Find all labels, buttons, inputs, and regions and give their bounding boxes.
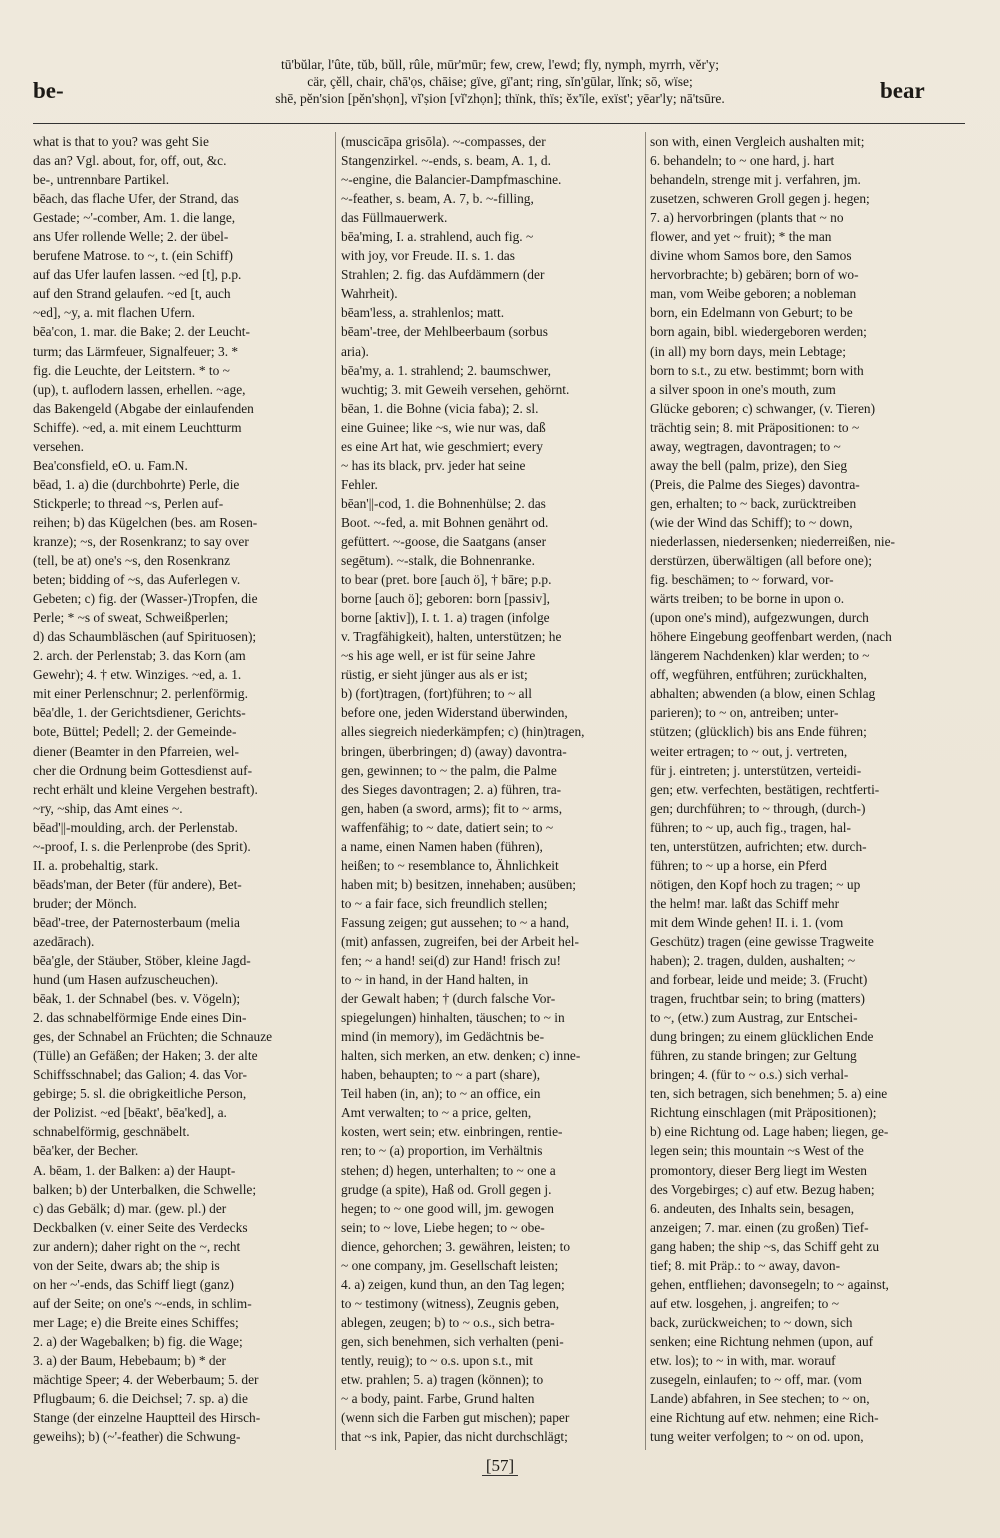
- dictionary-text-line: dience, gehorchen; 3. gewähren, leisten; to: [341, 1238, 571, 1254]
- dictionary-text-line: kosten, wert sein; etw. einbringen, rentie-: [341, 1124, 563, 1140]
- dictionary-text-line: hervorbrachte; b) gebären; born of wo-: [650, 267, 859, 283]
- dictionary-text-line: kranze); ~s, der Rosenkranz; to say over: [33, 533, 249, 549]
- dictionary-text-line: Pflugbaum; 6. die Deichsel; 7. sp. a) die: [33, 1391, 248, 1407]
- dictionary-text-line: Stangenzirkel. ~-ends, s. beam, A. 1, d.: [341, 153, 551, 169]
- dictionary-text-line: (upon one's mind), aufgezwungen, durch: [650, 610, 869, 626]
- dictionary-text-line: to ~ in hand, in der Hand halten, in: [341, 972, 529, 988]
- dictionary-text-line: v. Tragfähigkeit), halten, unterstützen; he: [341, 629, 562, 645]
- dictionary-text-line: weiter ertragen; to ~ out, j. vertreten,: [650, 743, 848, 759]
- dictionary-text-line: ~s his age well, er ist für seine Jahre: [341, 648, 536, 664]
- dictionary-text-line: legen sein; this mountain ~s West of the: [650, 1143, 864, 1159]
- dictionary-text-line: that ~s ink, Papier, das nicht durchschlägt;: [341, 1429, 568, 1445]
- dictionary-text-line: haben, behaupten; to ~ a part (share),: [341, 1067, 541, 1083]
- dictionary-text-line: tragen, fruchtbar sein; to bring (matters): [650, 991, 865, 1007]
- dictionary-text-line: zusetzen, schweren Groll gegen j. hegen;: [650, 191, 870, 207]
- dictionary-text-line: mit einer Perlenschnur; 2. perlenförmig.: [33, 686, 248, 702]
- dictionary-text-line: auf das Ufer laufen lassen. ~ed [t], p.p.: [33, 267, 242, 283]
- dictionary-text-line: wärts treiben; to be borne in upon o.: [650, 591, 845, 607]
- dictionary-text-line: segētum). ~-stalk, die Bohnenranke.: [341, 553, 535, 569]
- dictionary-text-line: Wahrheit).: [341, 286, 398, 302]
- guide-word-right: bear: [880, 78, 925, 103]
- dictionary-text-line: gang haben; the ship ~s, das Schiff geht zu: [650, 1238, 880, 1254]
- dictionary-text-line: auf etw. losgehen, j. angreifen; to ~: [650, 1295, 839, 1311]
- dictionary-text-line: 2. das schnabelförmige Ende eines Din-: [33, 1010, 247, 1026]
- dictionary-text-line: beten; bidding of ~s, das Auferlegen v.: [33, 572, 241, 588]
- dictionary-text-line: (tell, be at) one's ~s, den Rosenkranz: [33, 553, 231, 569]
- dictionary-text-line: tently, reuig); to ~ o.s. upon s.t., mit: [341, 1353, 533, 1368]
- dictionary-text-line: bēak, 1. der Schnabel (bes. v. Vögeln);: [33, 991, 241, 1007]
- dictionary-text-line: [33, 1446, 329, 1450]
- dictionary-text-line: ren; to ~ (a) proportion, im Verhältnis: [341, 1143, 543, 1159]
- dictionary-text-line: Schiffe). ~ed, a. mit einem Leuchtturm: [33, 419, 242, 435]
- dictionary-text-line: der Gewalt haben; † (durch falsche Vor-: [341, 991, 556, 1007]
- dictionary-text-line: dung bringen; zu einem glücklichen Ende: [650, 1029, 874, 1045]
- page-footer: [0, 1456, 1000, 1476]
- dictionary-text-line: away, wegtragen, davontragen; to ~: [650, 438, 841, 454]
- dictionary-text-line: to ~ testimony (witness), Zeugnis geben,: [341, 1295, 560, 1311]
- dictionary-text-line: ~ a body, paint. Farbe, Grund halten: [341, 1391, 535, 1407]
- dictionary-text-line: recht erhält und kleine Vergehen bestraft).: [33, 781, 258, 797]
- dictionary-text-line: mer Lage; e) die Breite eines Schiffes;: [33, 1314, 239, 1330]
- dictionary-text-line: mächtige Speer; 4. der Weberbaum; 5. der: [33, 1372, 259, 1388]
- dictionary-text-line: anzeigen; 7. mar. einen (zu großen) Tief-: [650, 1219, 869, 1235]
- dictionary-text-line: diener (Beamter in den Pfarreien, wel-: [33, 743, 239, 759]
- dictionary-text-line: für j. eintreten; j. unterstützen, verteidi-: [650, 762, 862, 778]
- dictionary-text-line: flower, and yet ~ fruit); * the man: [650, 229, 832, 245]
- dictionary-text-line: Boot. ~-fed, a. mit Bohnen genährt od.: [341, 514, 549, 530]
- dictionary-text-line: ~ed], ~y, a. mit flachen Ufern.: [33, 305, 195, 321]
- dictionary-text-line: führen; to ~ up a horse, ein Pferd: [650, 857, 827, 873]
- dictionary-text-line: fen; ~ a hand! sei(d) zur Hand! frisch zu!: [341, 953, 561, 969]
- pronunciation-key: [165, 56, 835, 107]
- dictionary-text-line: eine Richtung auf etw. nehmen; eine Rich-: [650, 1410, 879, 1426]
- guide-word-left: be-: [33, 78, 64, 103]
- dictionary-text-line: and forbear, leide und meide; 3. (Frucht): [650, 972, 868, 988]
- dictionary-text-line: Schiffsschnabel; das Galion; 4. das Vor-: [33, 1067, 247, 1083]
- dictionary-text-line: eine Guinee; like ~s, wie nur was, daß: [341, 419, 546, 435]
- header-rule: [33, 123, 965, 124]
- dictionary-text-line: stehen; d) hegen, unterhalten; to ~ one a: [341, 1162, 556, 1178]
- dictionary-text-line: trächtig sein; 8. mit Präpositionen: to ~: [650, 419, 860, 435]
- dictionary-text-line: Fehler.: [341, 476, 378, 492]
- dictionary-text-line: what is that to you? was geht Sie: [33, 134, 209, 149]
- dictionary-text-line: behandeln, strenge mit j. verfahren, jm.: [650, 172, 861, 188]
- dictionary-text-line: mit dem Winde gehen! II. i. 1. (vom: [650, 914, 844, 930]
- dictionary-text-line: berufene Matrose. to ~, t. (ein Schiff): [33, 248, 233, 264]
- dictionary-text-line: Richtung einschlagen (mit Präpositionen);: [650, 1105, 877, 1121]
- dictionary-text-line: fig. die Leuchte, der Leitstern. * to ~: [33, 362, 230, 378]
- dictionary-text-line: ~ has its black, prv. jeder hat seine: [341, 457, 526, 473]
- dictionary-text-line: to ~, (etw.) zum Austrag, zur Entschei-: [650, 1010, 858, 1026]
- dictionary-text-line: bēa'my, a. 1. strahlend; 2. baumschwer,: [341, 362, 551, 378]
- dictionary-text-line: Amt verwalten; to ~ a price, gelten,: [341, 1105, 532, 1121]
- dictionary-text-line: sein; to ~ love, Liebe hegen; to ~ obe-: [341, 1219, 545, 1235]
- dictionary-text-line: mind (in memory), im Gedächtnis be-: [341, 1029, 545, 1045]
- dictionary-text-line: bēa'ker, der Becher.: [33, 1143, 139, 1159]
- dictionary-text-line: cher die Ordnung beim Gottesdienst auf-: [33, 762, 253, 778]
- dictionary-text-line: a silver spoon in one's mouth, zum: [650, 381, 836, 397]
- dictionary-text-line: borne [auch ö]; geboren: born [passiv],: [341, 591, 550, 607]
- dictionary-text-line: des Vorgebirges; c) auf etw. Bezug haben;: [650, 1181, 875, 1197]
- dictionary-text-line: 4. a) zeigen, kund thun, an den Tag legen;: [341, 1276, 565, 1292]
- dictionary-text-line: etw. los); to ~ in with, mar. worauf: [650, 1353, 836, 1368]
- dictionary-text-line: born, ein Edelmann von Geburt; to be: [650, 305, 853, 321]
- dictionary-text-line: c) das Gebälk; d) mar. (gew. pl.) der: [33, 1200, 227, 1216]
- dictionary-text-line: borne [aktiv]), I. t. 1. a) tragen (infolge: [341, 610, 550, 626]
- dictionary-text-line: das Bakengeld (Abgabe der einlaufenden: [33, 400, 254, 416]
- dictionary-text-line: gen; durchführen; to ~ through, (durch-): [650, 800, 866, 816]
- dictionary-text-line: back, zurückweichen; to ~ down, sich: [650, 1314, 853, 1330]
- dictionary-text-line: ans Ufer rollende Welle; 2. der übel-: [33, 229, 229, 245]
- dictionary-text-line: 6. andeuten, des Inhalts sein, besagen,: [650, 1200, 855, 1216]
- dictionary-text-line: längerem Nachdenken) klar werden; to ~: [650, 648, 870, 664]
- dictionary-text-line: gen, haben (a sword, arms); fit to ~ arms,: [341, 800, 563, 816]
- dictionary-text-line: balken; b) der Unterbalken, die Schwelle;: [33, 1181, 257, 1197]
- dictionary-text-line: ten, sich betragen, sich benehmen; 5. a) eine: [650, 1086, 888, 1102]
- dictionary-text-line: hund (um Hasen aufzuscheuchen).: [33, 972, 219, 988]
- page-number: [57]: [482, 1456, 518, 1476]
- dictionary-text-line: gefüttert. ~-goose, die Saatgans (anser: [341, 533, 547, 549]
- column-left: [33, 132, 329, 1450]
- dictionary-text-line: turm; das Lärmfeuer, Signalfeuer; 3. *: [33, 343, 239, 359]
- dictionary-text-line: Strahlen; 2. fig. das Aufdämmern (der: [341, 267, 545, 283]
- dictionary-text-line: versehen.: [33, 438, 84, 454]
- dictionary-text-line: be-, untrennbare Partikel.: [33, 172, 170, 188]
- dictionary-text-line: A. bēam, 1. der Balken: a) der Haupt-: [33, 1162, 236, 1178]
- dictionary-text-line: with joy, vor Freude. II. s. 1. das: [341, 248, 515, 264]
- dictionary-text-line: bēan, 1. die Bohne (vicia faba); 2. sl.: [341, 400, 539, 416]
- dictionary-text-line: born again, bibl. wiedergeboren werden;: [650, 324, 867, 340]
- dictionary-text-line: auf der Seite; on one's ~-ends, in schlim-: [33, 1295, 252, 1311]
- dictionary-text-line: a name, einen Namen haben (führen),: [341, 838, 543, 854]
- dictionary-text-line: bēad, 1. a) die (durchbohrte) Perle, die: [33, 476, 240, 492]
- dictionary-text-line: parieren); to ~ on, antreiben; unter-: [650, 705, 839, 721]
- dictionary-text-line: reihen; b) das Kügelchen (bes. am Rosen-: [33, 514, 258, 530]
- dictionary-text-line: to ~ a fair face, sich freundlich stellen;: [341, 895, 548, 911]
- dictionary-text-line: (wenn sich die Farben gut mischen); paper: [341, 1410, 570, 1426]
- dictionary-text-line: gen, gewinnen; to ~ the palm, die Palme: [341, 762, 557, 778]
- dictionary-text-line: Fassung zeigen; gut aussehen; to ~ a hand,: [341, 914, 570, 930]
- dictionary-text-line: 2. arch. der Perlenstab; 3. das Korn (am: [33, 648, 246, 664]
- dictionary-text-line: b) (fort)tragen, (fort)führen; to ~ all: [341, 686, 532, 702]
- dictionary-text-line: [650, 1446, 965, 1450]
- dictionary-text-line: Perle; * ~s of sweat, Schweißperlen;: [33, 610, 229, 626]
- dictionary-text-line: ablegen, zeugen; b) to ~ o.s., sich betra-: [341, 1314, 555, 1330]
- dictionary-text-line: Stange (der einzelne Hauptteil des Hirsch-: [33, 1410, 261, 1426]
- dictionary-text-line: derstürzen, überwältigen (all before one);: [650, 553, 872, 569]
- dictionary-text-line: das Füllmauerwerk.: [341, 210, 448, 226]
- dictionary-text-line: before one, jeden Widerstand überwinden,: [341, 705, 568, 721]
- dictionary-text-line: gen, sich benehmen, sich verhalten (peni-: [341, 1333, 564, 1349]
- dictionary-text-line: niederlassen, niedersenken; niederreißen, nie-: [650, 533, 896, 549]
- page-header: [0, 56, 1000, 118]
- dictionary-text-line: bēads'man, der Beter (für andere), Bet-: [33, 876, 242, 892]
- dictionary-text-line: ~-engine, die Balancier-Dampfmaschine.: [341, 172, 562, 188]
- dictionary-text-line: Bea'consfield, eO. u. Fam.N.: [33, 457, 188, 473]
- dictionary-text-line: nötigen, den Kopf hoch zu tragen; ~ up: [650, 876, 861, 892]
- dictionary-text-line: aria).: [341, 343, 369, 359]
- dictionary-text-line: ~-proof, I. s. die Perlenprobe (des Sprit).: [33, 838, 251, 854]
- dictionary-text-line: 2. a) der Wagebalken; b) fig. die Wage;: [33, 1333, 243, 1349]
- dictionary-text-line: fig. beschämen; to ~ forward, vor-: [650, 572, 834, 588]
- dictionary-text-line: [341, 1446, 639, 1450]
- dictionary-text-line: senken; eine Richtung nehmen (upon, auf: [650, 1333, 874, 1349]
- dictionary-text-line: hegen; to ~ one good will, jm. gewogen: [341, 1200, 554, 1216]
- dictionary-text-line: Deckbalken (v. einer Seite des Verdecks: [33, 1219, 248, 1235]
- dictionary-text-line: (up), t. auflodern lassen, erhellen. ~age,: [33, 381, 246, 397]
- dictionary-text-line: waffenfähig; to ~ date, datiert sein; to ~: [341, 819, 554, 835]
- dictionary-text-line: schnabelförmig, geschnäbelt.: [33, 1124, 190, 1140]
- dictionary-text-line: b) eine Richtung od. Lage haben; liegen, ge-: [650, 1124, 889, 1140]
- dictionary-text-line: 6. behandeln; to ~ one hard, j. hart: [650, 153, 835, 169]
- dictionary-text-line: spiegelungen) hinhalten, täuschen; to ~ in: [341, 1010, 565, 1026]
- dictionary-text-line: führen; to ~ up, auch fig., tragen, hal-: [650, 819, 851, 835]
- dictionary-text-line: bote, Büttel; Pedell; 2. der Gemeinde-: [33, 724, 237, 740]
- dictionary-text-line: azedārach).: [33, 933, 95, 949]
- dictionary-text-line: zusegeln, einlaufen; to ~ off, mar. (vom: [650, 1372, 862, 1388]
- dictionary-text-line: gehen, entfliehen; davonsegeln; to ~ against,: [650, 1276, 889, 1292]
- dictionary-text-line: bēam'-tree, der Mehlbeerbaum (sorbus: [341, 324, 548, 340]
- dictionary-text-line: gebirge; 5. sl. die obrigkeitliche Person,: [33, 1086, 247, 1102]
- dictionary-text-line: bēa'gle, der Stäuber, Stöber, kleine Jagd-: [33, 953, 251, 969]
- dictionary-text-line: (Tülle) an Gefäßen; der Haken; 3. der alte: [33, 1048, 258, 1064]
- pronunciation-key-line: tū'bŭlar, l'ûte, tŭb, bŭll, rûle, mūr'mūr; few, crew, l'ewd; fly, nymph, myrrh, vĕr'y;: [281, 57, 719, 72]
- dictionary-text-line: Glücke geboren; c) schwanger, (v. Tieren): [650, 400, 876, 416]
- dictionary-text-line: 7. a) hervorbringen (plants that ~ no: [650, 210, 844, 226]
- dictionary-text-line: on her ~'-ends, das Schiff liegt (ganz): [33, 1276, 234, 1292]
- dictionary-text-line: abhalten; abwenden (a blow, einen Schlag: [650, 686, 876, 702]
- dictionary-text-line: son with, einen Vergleich aushalten mit;: [650, 134, 865, 149]
- dictionary-text-line: das an? Vgl. about, for, off, out, &c.: [33, 153, 227, 169]
- dictionary-text-line: rüstig, er sieht jünger aus als er ist;: [341, 667, 528, 683]
- dictionary-text-line: der Polizist. ~ed [bēakt', bēa'ked], a.: [33, 1105, 227, 1121]
- dictionary-text-line: (wie der Wind das Schiff); to ~ down,: [650, 514, 853, 530]
- dictionary-text-line: bēa'dle, 1. der Gerichtsdiener, Gerichts-: [33, 705, 246, 721]
- dictionary-text-line: alles siegreich niederkämpfen; c) (hin)tragen,: [341, 724, 585, 740]
- column-middle: [341, 132, 639, 1450]
- dictionary-text-line: bēan'||-cod, 1. die Bohnenhülse; 2. das: [341, 495, 546, 511]
- dictionary-text-line: born to s.t., zu etw. bestimmt; born with: [650, 362, 864, 378]
- dictionary-text-line: wuchtig; 3. mit Geweih versehen, gehörnt.: [341, 381, 570, 397]
- dictionary-text-line: bēad'||-moulding, arch. der Perlenstab.: [33, 819, 238, 835]
- dictionary-text-line: promontory, dieser Berg liegt im Westen: [650, 1162, 867, 1178]
- dictionary-text-line: höhere Eingebung geoffenbart werden, (nach: [650, 629, 892, 645]
- dictionary-text-line: ges, der Schnabel an Früchten; die Schnauze: [33, 1029, 273, 1045]
- dictionary-text-line: stützen; (glücklich) bis ans Ende führen;: [650, 724, 867, 740]
- dictionary-text-line: d) das Schaumbläschen (auf Spirituosen);: [33, 629, 257, 645]
- dictionary-text-line: ten, unterstützen, aufrichten; etw. durch-: [650, 838, 867, 854]
- dictionary-text-line: ~-feather, s. beam, A. 7, b. ~-filling,: [341, 191, 534, 207]
- dictionary-text-line: heißen; to ~ resemblance to, Ähnlichkeit: [341, 857, 559, 873]
- dictionary-text-line: (Preis, die Palme des Sieges) davontra-: [650, 476, 860, 492]
- dictionary-text-line: ~ry, ~ship, das Amt eines ~.: [33, 800, 183, 816]
- column-divider: [335, 132, 336, 1450]
- dictionary-text-line: Gebeten; c) fig. der (Wasser-)Tropfen, die: [33, 591, 258, 607]
- dictionary-text-line: Geschütz) tragen (eine gewisse Tragweite: [650, 933, 874, 949]
- dictionary-text-line: grudge (a spite), Haß od. Groll gegen j.: [341, 1181, 552, 1197]
- dictionary-text-line: geweihs); b) (~'-feather) die Schwung-: [33, 1429, 241, 1445]
- dictionary-text-line: bēad'-tree, der Paternosterbaum (melia: [33, 914, 240, 930]
- dictionary-text-line: bēam'less, a. strahlenlos; matt.: [341, 305, 505, 321]
- dictionary-text-line: Lande) abfahren, in See stechen; to ~ on,: [650, 1391, 870, 1407]
- dictionary-text-line: Stickperle; to thread ~s, Perlen auf-: [33, 495, 224, 511]
- pronunciation-key-line: shē, pĕn'sion [pĕn'shọn], vĭ'ṣion [vĭ'zhọn]; thïnk, thïs; ĕx'ïle, exïst'; yēar'ly; nā'tsūre.: [275, 91, 725, 106]
- dictionary-text-line: bringen; 4. (für to ~ o.s.) sich verhal-: [650, 1067, 849, 1083]
- dictionary-text-line: ~ one company, jm. Gesellschaft leisten;: [341, 1257, 559, 1273]
- dictionary-text-line: von der Seite, dwars ab; the ship is: [33, 1257, 220, 1273]
- dictionary-text-line: Gestade; ~'-comber, Am. 1. die lange,: [33, 210, 236, 226]
- dictionary-text-line: führen, zu stande bringen; zur Geltung: [650, 1048, 857, 1064]
- dictionary-text-line: halten, sich merken, an etw. denken; c) inne-: [341, 1048, 581, 1064]
- dictionary-text-line: auf den Strand gelaufen. ~ed [t, auch: [33, 286, 231, 302]
- dictionary-text-line: gen, erhalten; to ~ back, zurücktreiben: [650, 495, 857, 511]
- dictionary-text-line: (muscicāpa grisōla). ~-compasses, der: [341, 134, 546, 149]
- dictionary-text-line: bēa'ming, I. a. strahlend, auch fig. ~: [341, 229, 534, 245]
- dictionary-text-line: Teil haben (in, an); to ~ an office, ein: [341, 1086, 541, 1102]
- dictionary-text-line: II. a. probehaltig, stark.: [33, 857, 159, 873]
- dictionary-text-line: des Sieges davontragen; 2. a) führen, tra-: [341, 781, 562, 797]
- dictionary-text-line: off, wegführen, entführen; zurückhalten,: [650, 667, 867, 683]
- dictionary-text-line: divine whom Samos bore, den Samos: [650, 248, 852, 264]
- dictionary-text-line: 3. a) der Baum, Hebebaum; b) * der: [33, 1353, 226, 1368]
- dictionary-text-line: tung weiter verfolgen; to ~ on od. upon,: [650, 1429, 864, 1445]
- dictionary-text-line: away the bell (palm, prize), den Sieg: [650, 457, 848, 473]
- dictionary-text-line: Gewehr); 4. † etw. Winziges. ~ed, a. 1.: [33, 667, 242, 683]
- column-divider: [645, 132, 646, 1450]
- dictionary-text-line: (in all) my born days, mein Lebtage;: [650, 343, 846, 359]
- dictionary-text-line: to bear (pret. bore [auch ö], † bāre; p.p.: [341, 572, 552, 588]
- dictionary-text-line: haben mit; b) besitzen, innehaben; ausüben;: [341, 876, 577, 892]
- dictionary-text-line: tief; 8. mit Präp.: to ~ away, davon-: [650, 1257, 841, 1273]
- dictionary-text-line: es eine Art hat, wie geschmiert; every: [341, 438, 543, 454]
- dictionary-text-line: haben); 2. tragen, dulden, aushalten; ~: [650, 953, 856, 969]
- dictionary-text-line: man, vom Weibe geboren; a nobleman: [650, 286, 857, 302]
- dictionary-text-line: bruder; der Mönch.: [33, 895, 137, 911]
- dictionary-text-line: (mit) anfassen, zugreifen, bei der Arbeit hel-: [341, 933, 579, 949]
- pronunciation-key-line: cär, çĕll, chair, chā'ọs, chāise; gïve, gï'ant; ring, sĭn'gūlar, lĭnk; sō, wïse;: [307, 74, 693, 89]
- dictionary-text-line: the helm! mar. laßt das Schiff mehr: [650, 895, 840, 911]
- column-right: [650, 132, 965, 1450]
- dictionary-text-line: etw. prahlen; 5. a) tragen (können); to: [341, 1372, 544, 1388]
- dictionary-text-line: bringen, überbringen; d) (away) davontra-: [341, 743, 567, 759]
- dictionary-text-line: zur andern); daher right on the ~, recht: [33, 1238, 241, 1254]
- dictionary-text-line: gen; etw. verfechten, bestätigen, rechtferti-: [650, 781, 880, 797]
- dictionary-text-line: bēach, das flache Ufer, der Strand, das: [33, 191, 239, 207]
- dictionary-text-line: bēa'con, 1. mar. die Bake; 2. der Leucht-: [33, 324, 250, 340]
